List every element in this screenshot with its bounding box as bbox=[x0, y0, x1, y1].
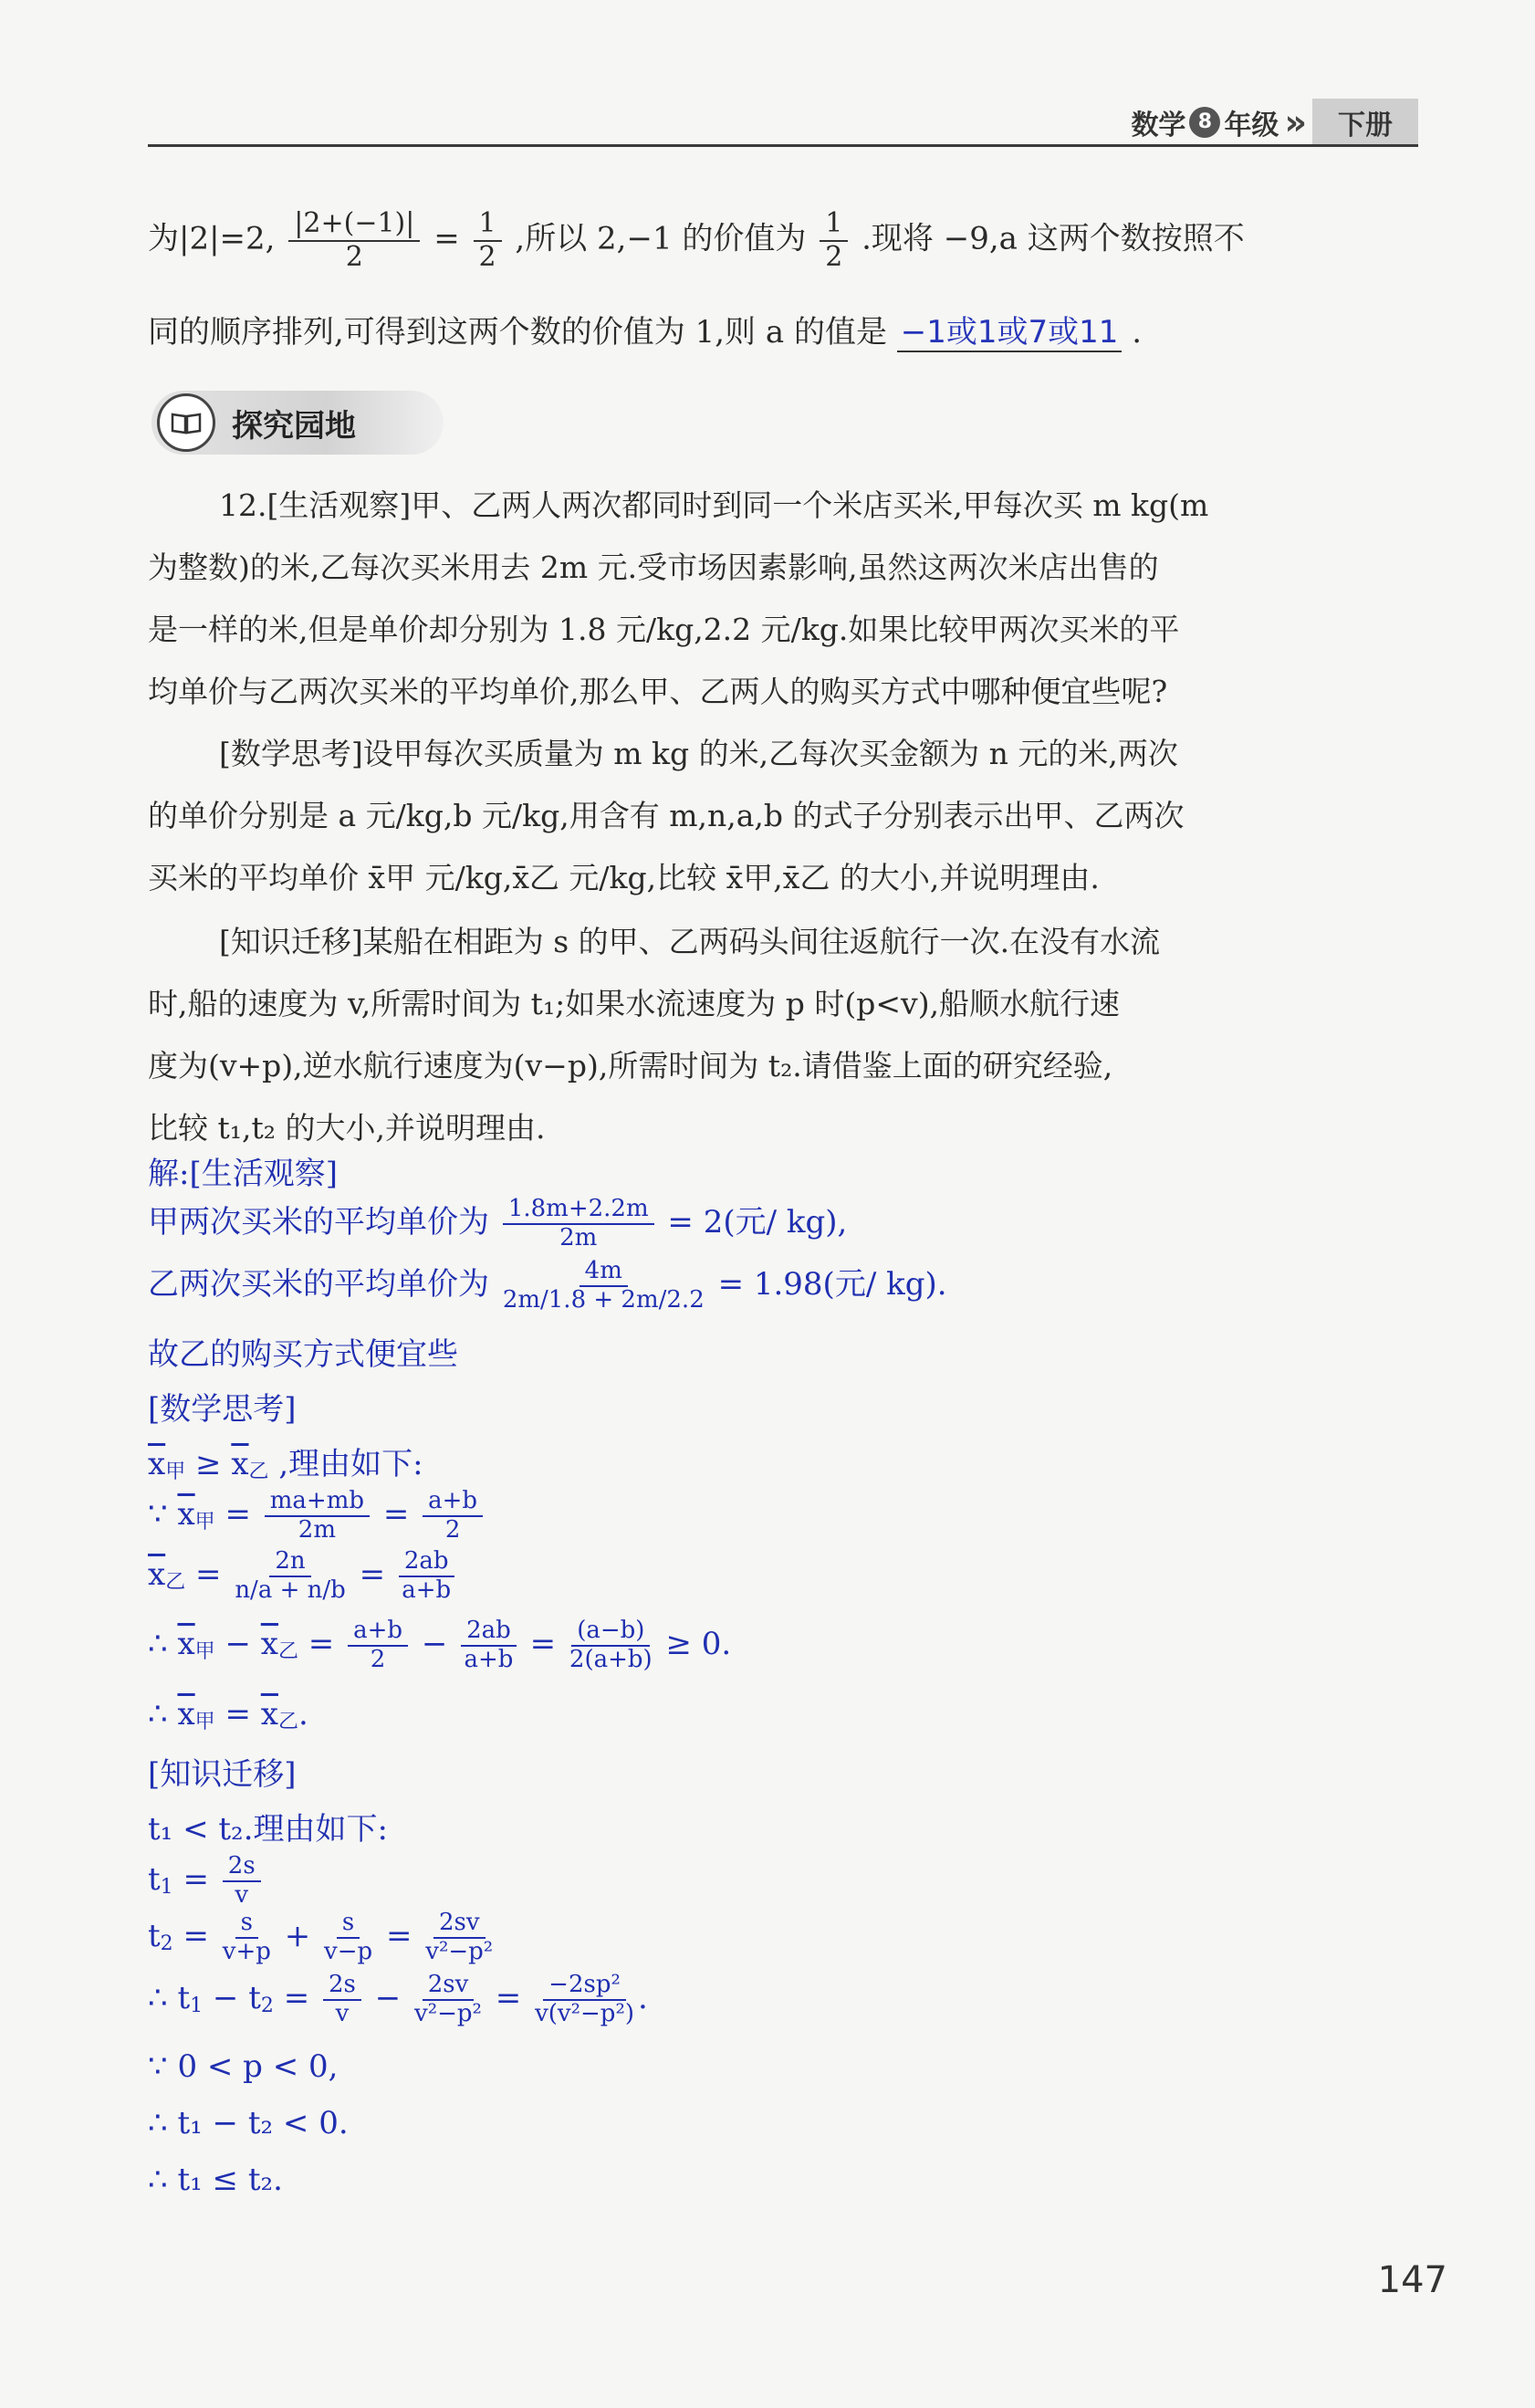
intro-text: 同的顺序排列,可得到这两个数的价值为 1,则 a 的值是 bbox=[148, 314, 887, 351]
fraction bbox=[323, 1972, 361, 2028]
sub-yi: 乙 bbox=[277, 1711, 298, 1733]
fraction bbox=[399, 1548, 454, 1605]
frac-den: v bbox=[335, 1999, 350, 2027]
problem-line: 的单价分别是 a 元/kg,b 元/kg,用含有 m,n,a,b 的式子分别表示出甲、乙两次 bbox=[148, 798, 1185, 833]
solution-line bbox=[148, 1258, 947, 1314]
mean-symbol: $\overline{x}$ bbox=[177, 1696, 195, 1733]
equals: = bbox=[433, 220, 460, 257]
solution-line: 解:[生活观察] bbox=[148, 1156, 338, 1192]
fraction bbox=[535, 1972, 634, 2028]
mean-symbol: $\overline{x}$ bbox=[148, 1446, 166, 1482]
frac-den: v(v²−p²) bbox=[535, 1999, 635, 2027]
fraction bbox=[235, 1548, 345, 1605]
problem-line: 时,船的速度为 v,所需时间为 t₁;如果水流速度为 p 时(p<v),船顺水航行速 bbox=[148, 986, 1121, 1021]
frac-num: |2+(−1)| bbox=[288, 208, 420, 242]
frac-den: 2m bbox=[559, 1223, 598, 1251]
mean-symbol: $\overline{x}$ bbox=[177, 1625, 195, 1662]
frac-den: 2 bbox=[478, 240, 496, 273]
sub-jia: 甲 bbox=[194, 1711, 215, 1733]
frac-den: v²−p² bbox=[414, 1999, 482, 2027]
frac-num: ma+mb bbox=[265, 1488, 370, 1517]
sub-jia: 甲 bbox=[194, 1510, 215, 1534]
frac-den: 2(a+b) bbox=[569, 1645, 653, 1673]
fraction bbox=[288, 208, 420, 273]
sol-text: ∵ bbox=[148, 1495, 168, 1533]
solution-line: t₁ < t₂.理由如下: bbox=[148, 1811, 388, 1848]
fraction bbox=[461, 1618, 517, 1674]
problem-line: 均单价与乙两次买米的平均单价,那么甲、乙两人的购买方式中哪种便宜些呢? bbox=[148, 674, 1168, 709]
fraction bbox=[223, 1853, 261, 1910]
section-title: 探究园地 bbox=[232, 407, 356, 445]
problem-line: 买米的平均单价 x̄甲 元/kg,x̄乙 元/kg,比较 x̄甲,x̄乙 的大小,并说明理由. bbox=[148, 860, 1100, 895]
frac-num: a+b bbox=[348, 1618, 408, 1647]
fraction bbox=[569, 1618, 653, 1674]
solution-line: [数学思考] bbox=[148, 1391, 297, 1428]
fraction bbox=[423, 1488, 483, 1544]
frac-num: a+b bbox=[423, 1488, 483, 1517]
frac-den: n/a + n/b bbox=[235, 1576, 346, 1604]
header-grade: 年级 bbox=[1224, 110, 1279, 141]
frac-den: a+b bbox=[464, 1645, 514, 1673]
solution-line: t1 = $\frac{2s}{v}$ bbox=[148, 1853, 265, 1910]
double-chevron-icon: » bbox=[1284, 102, 1301, 142]
grade-number-badge: 8 bbox=[1189, 107, 1220, 138]
solution-line: ∴ $\overline{x}$甲 − $\overline{x}$乙 = $\frac{a+b}{2}$ − $\frac{2ab}{a+b}$ = $\frac{(a-b)}{2(a+b)}$ ≥ 0. bbox=[148, 1617, 732, 1673]
mean-symbol: $\overline{x}$ bbox=[260, 1625, 278, 1662]
sol-text: 乙两次买米的平均单价为 bbox=[148, 1265, 489, 1303]
fraction bbox=[223, 1910, 271, 1966]
fraction bbox=[503, 1196, 654, 1252]
mean-symbol: $\overline{x}$ bbox=[177, 1495, 195, 1533]
solution-line: ∴ $\overline{x}$甲 = $\overline{x}$乙. bbox=[148, 1696, 308, 1733]
solution-line: ∵ 0 < p < 0, bbox=[148, 2048, 339, 2085]
frac-den: 2 bbox=[444, 1515, 461, 1544]
sub-jia: 甲 bbox=[165, 1461, 186, 1483]
solution-line: ∵ $\overline{x}$甲 = $\frac{ma+mb}{2m}$ = $\frac{a+b}{2}$ bbox=[148, 1488, 486, 1544]
solution-line: ∴ t₁ − t₂ < 0. bbox=[148, 2105, 349, 2141]
problem-line: 12.[生活观察]甲、乙两人两次都同时到同一个米店买米,甲每次买 m kg(m bbox=[219, 487, 1209, 523]
frac-den: v+p bbox=[222, 1937, 271, 1965]
frac-num: (a−b) bbox=[571, 1618, 650, 1647]
header-subject: 数学 bbox=[1131, 110, 1186, 141]
header-volume: 下册 bbox=[1312, 99, 1418, 146]
frac-num: 2s bbox=[223, 1853, 261, 1882]
intro-text: .现将 −9,a 这两个数按照不 bbox=[861, 220, 1245, 257]
solution-line bbox=[148, 1196, 847, 1252]
fraction bbox=[474, 208, 502, 273]
intro-text: 为|2|=2, bbox=[148, 220, 276, 257]
frac-num: 2sv bbox=[433, 1910, 486, 1939]
frac-num: 2ab bbox=[461, 1618, 517, 1647]
filled-answer: −1或1或7或11 bbox=[897, 314, 1123, 352]
frac-den: 2 bbox=[825, 240, 843, 273]
intro-text: . bbox=[1132, 314, 1143, 351]
sol-text: ≥ 0. bbox=[665, 1625, 732, 1662]
problem-line: 为整数)的米,乙每次买米用去 2m 元.受市场因素影响,虽然这两次米店出售的 bbox=[148, 550, 1159, 585]
mean-symbol: $\overline{x}$ bbox=[231, 1446, 249, 1482]
open-book-icon bbox=[157, 393, 215, 452]
frac-num: 4m bbox=[580, 1258, 628, 1287]
fraction bbox=[324, 1910, 372, 1966]
fraction bbox=[414, 1972, 482, 2028]
frac-den: 2m/1.8 + 2m/2.2 bbox=[502, 1285, 705, 1314]
sol-text: ≥ bbox=[195, 1446, 222, 1482]
frac-den: 2m bbox=[298, 1515, 336, 1544]
sol-text: 甲两次买米的平均单价为 bbox=[148, 1203, 489, 1241]
frac-num: 2s bbox=[323, 1972, 361, 2001]
frac-den: a+b bbox=[402, 1576, 452, 1604]
problem-line: 是一样的米,但是单价却分别为 1.8 元/kg,2.2 元/kg.如果比较甲两次买米的平 bbox=[148, 612, 1180, 647]
page-header bbox=[1131, 100, 1418, 144]
frac-num: 2n bbox=[269, 1548, 310, 1577]
frac-num: s bbox=[235, 1910, 258, 1939]
solution-line: t2 = $\frac{s}{v+p}$ + $\frac{s}{v-p}$ = $\frac{2sv}{\text{v²−p²}}$ bbox=[148, 1909, 494, 1965]
frac-den: v bbox=[235, 1880, 249, 1909]
sol-text: . bbox=[298, 1696, 308, 1733]
frac-den: v−p bbox=[324, 1937, 373, 1965]
fraction bbox=[425, 1910, 493, 1966]
mean-symbol: $\overline{x}$ bbox=[260, 1696, 278, 1733]
sub-yi: 乙 bbox=[165, 1570, 186, 1594]
sub-jia: 甲 bbox=[194, 1639, 215, 1663]
solution-line: ∴ t₁ ≤ t₂. bbox=[148, 2162, 283, 2198]
frac-den: 2 bbox=[370, 1645, 386, 1673]
problem-line: [知识迁移]某船在相距为 s 的甲、乙两码头间往返航行一次.在没有水流 bbox=[219, 924, 1161, 959]
problem-line: 度为(v+p),逆水航行速度为(v−p),所需时间为 t₂.请借鉴上面的研究经验, bbox=[148, 1048, 1113, 1084]
frac-den: v²−p² bbox=[425, 1937, 494, 1965]
frac-num: −2sp² bbox=[543, 1972, 626, 2001]
fraction bbox=[820, 208, 848, 273]
sol-text: ,理由如下: bbox=[278, 1446, 423, 1482]
solution-line: $\overline{x}$乙 = $\frac{2n}{n/a + n/b}$ = $\frac{2ab}{a+b}$ bbox=[148, 1548, 458, 1605]
header-rule bbox=[148, 144, 1418, 147]
frac-num: 2ab bbox=[399, 1548, 454, 1577]
mean-symbol: $\overline{x}$ bbox=[148, 1555, 166, 1593]
fraction bbox=[503, 1258, 705, 1314]
frac-num: 2sv bbox=[423, 1972, 475, 2001]
sol-text: = 1.98(元/ kg). bbox=[717, 1265, 947, 1303]
frac-num: 1.8m+2.2m bbox=[503, 1196, 654, 1225]
frac-num: 1 bbox=[820, 208, 848, 242]
intro-text: ,所以 2,−1 的价值为 bbox=[515, 220, 807, 257]
intro-line-2 bbox=[148, 307, 1142, 351]
problem-line: 比较 t₁,t₂ 的大小,并说明理由. bbox=[148, 1110, 546, 1146]
sub-yi: 乙 bbox=[277, 1639, 298, 1663]
section-badge bbox=[151, 391, 444, 455]
frac-den: 2 bbox=[345, 240, 363, 273]
fraction bbox=[348, 1618, 408, 1674]
sol-text: = 2(元/ kg), bbox=[667, 1203, 848, 1241]
solution-line bbox=[148, 1439, 423, 1484]
frac-num: s bbox=[337, 1910, 360, 1939]
page-number: 147 bbox=[1377, 2259, 1447, 2301]
problem-line: [数学思考]设甲每次买质量为 m kg 的米,乙每次买金额为 n 元的米,两次 bbox=[219, 736, 1178, 771]
sub-yi: 乙 bbox=[248, 1461, 269, 1483]
sol-text: ∴ bbox=[148, 1625, 168, 1662]
solution-line: 故乙的购买方式便宜些 bbox=[148, 1336, 458, 1373]
solution-line: [知识迁移] bbox=[148, 1756, 297, 1793]
frac-num: 1 bbox=[474, 208, 502, 242]
solution-line: ∴ t1 − t2 = $\frac{2s}{v}$ − $\frac{2sv}{\text{v²−p²}}$ = $\frac{\text{−2sp²}}{\text{v(v²−p²)}}$ . bbox=[148, 1971, 648, 2027]
fraction bbox=[265, 1488, 370, 1544]
intro-line-1 bbox=[148, 208, 1245, 273]
